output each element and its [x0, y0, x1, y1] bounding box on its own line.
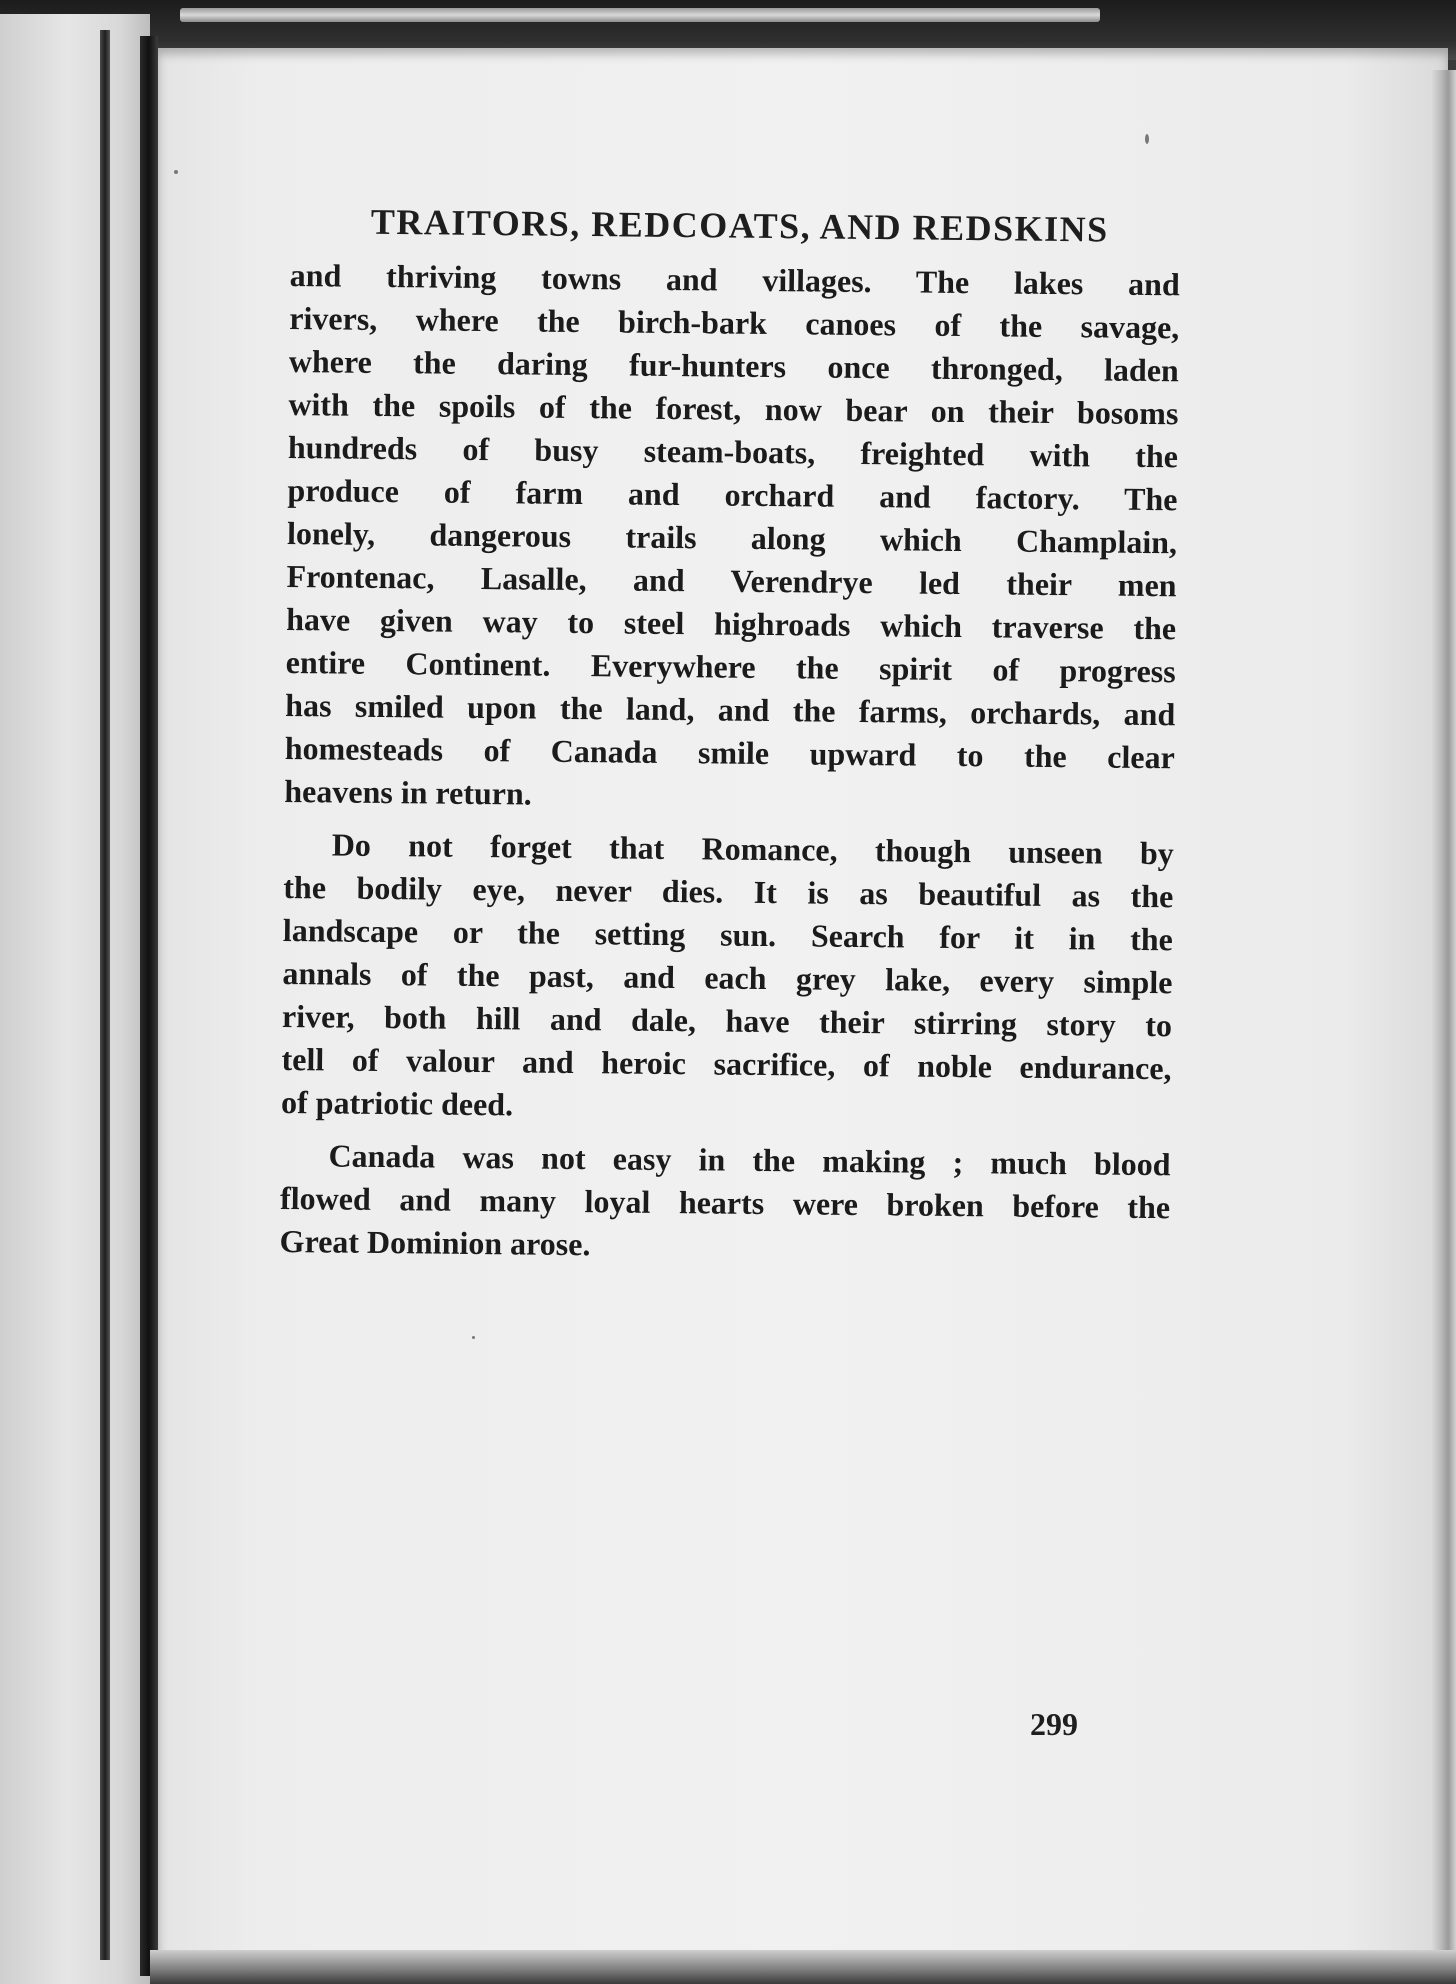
body-text — [279, 254, 1180, 1282]
text-line: has smiled upon the land, and the farms, orchards, and — [285, 686, 1176, 733]
text-line: where the daring fur-hunters once thronged, laden — [288, 342, 1180, 389]
scan-bottom-border — [150, 1950, 1456, 1984]
text-line: flowed and many loyal hearts were broken before the — [279, 1179, 1171, 1226]
text-line: tell of valour and heroic sacrifice, of noble endurance, — [281, 1040, 1172, 1087]
text-line: with the spoils of the forest, now bear on their bosoms — [288, 385, 1179, 432]
dust-speck — [1145, 134, 1149, 144]
text-line: rivers, where the birch-bark canoes of the savage, — [289, 299, 1180, 346]
dust-speck — [174, 170, 178, 174]
book-gutter — [140, 36, 158, 1976]
text-line: Do not forget that Romance, though unseen by — [331, 826, 1174, 872]
text-line: produce of farm and orchard and factory. The — [287, 471, 1178, 518]
text-line: the bodily eye, never dies. It is as beautiful as the — [283, 868, 1174, 915]
text-line: landscape or the setting sun. Search for it in the — [282, 911, 1174, 958]
paragraph-3 — [279, 1134, 1170, 1272]
running-head: TRAITORS, REDCOATS, AND REDSKINS — [370, 201, 1109, 250]
scanner-bar — [180, 8, 1100, 22]
text-line: river, both hill and dale, have their stirring story to — [281, 997, 1173, 1044]
text-line: Canada was not easy in the making ; much blood — [328, 1137, 1171, 1183]
paragraph-1 — [284, 254, 1180, 822]
facing-page — [0, 14, 150, 1984]
page-number: 299 — [1030, 1706, 1078, 1742]
text-line: have given way to steel highroads which traverse the — [285, 600, 1177, 647]
text-line: lonely, dangerous trails along which Champlain, — [286, 514, 1178, 561]
paragraph-2 — [281, 823, 1174, 1133]
text-line: of patriotic deed. — [280, 1083, 514, 1123]
text-line: Great Dominion arose. — [279, 1222, 591, 1263]
text-line: and thriving towns and villages. The lakes and — [289, 256, 1180, 303]
text-line: entire Continent. Everywhere the spirit of progress — [285, 643, 1176, 690]
page-fore-edge — [1430, 70, 1456, 1984]
facing-page-edge — [100, 30, 110, 1960]
dust-speck — [472, 1336, 475, 1339]
text-line: homesteads of Canada smile upward to the clear — [284, 729, 1175, 776]
text-line: annals of the past, and each grey lake, every simple — [282, 954, 1173, 1001]
text-line: hundreds of busy steam-boats, freighted with the — [287, 428, 1179, 475]
text-line: Frontenac, Lasalle, and Verendrye led their men — [286, 557, 1177, 604]
text-line: heavens in return. — [284, 772, 532, 812]
